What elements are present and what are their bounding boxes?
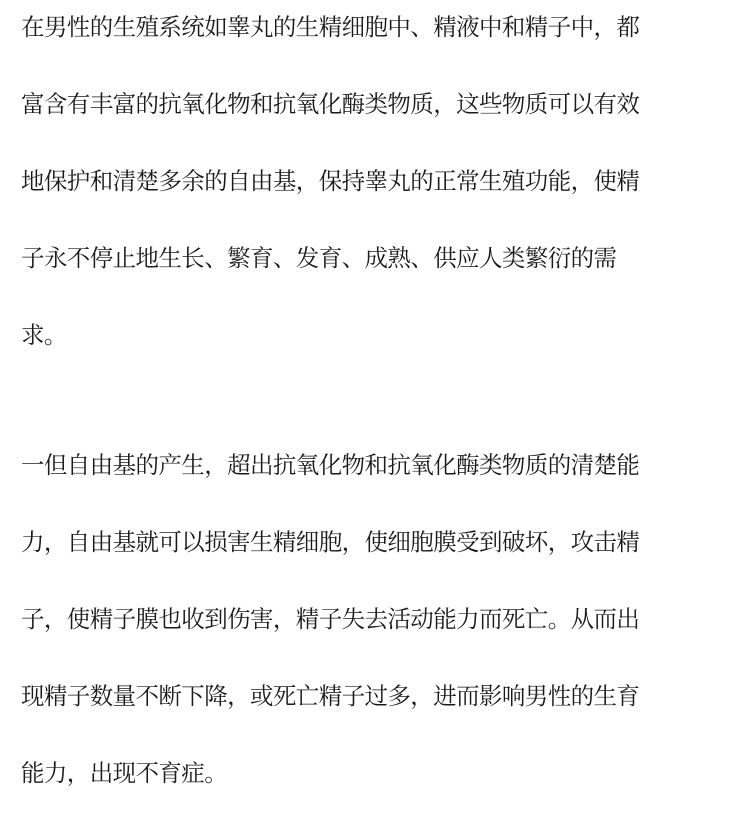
text-line: 子，使精子膜也收到伤害，精子失去活动能力而死亡。从而出 <box>21 605 640 633</box>
text-line: 能力，出现不育症。 <box>21 759 228 787</box>
text-line: 子永不停止地生长、繁育、发育、成熟、供应人类繁衍的需 <box>21 244 617 272</box>
text-line: 现精子数量不断下降，或死亡精子过多，进而影响男性的生育 <box>21 682 640 710</box>
text-line: 地保护和清楚多余的自由基，保持睾丸的正常生殖功能，使精 <box>21 167 640 195</box>
text-line: 一但自由基的产生，超出抗氧化物和抗氧化酶类物质的清楚能 <box>21 451 640 479</box>
text-line: 求。 <box>21 321 67 349</box>
text-line: 富含有丰富的抗氧化物和抗氧化酶类物质，这些物质可以有效 <box>21 90 640 118</box>
text-line: 在男性的生殖系统如睾丸的生精细胞中、精液中和精子中，都 <box>21 13 640 41</box>
article-body <box>21 0 715 823</box>
paragraph-antioxidants <box>21 0 715 385</box>
paragraph-spacer <box>21 385 715 438</box>
text-line: 力，自由基就可以损害生精细胞，使细胞膜受到破坏，攻击精 <box>21 528 640 556</box>
paragraph-free-radicals <box>21 438 715 823</box>
